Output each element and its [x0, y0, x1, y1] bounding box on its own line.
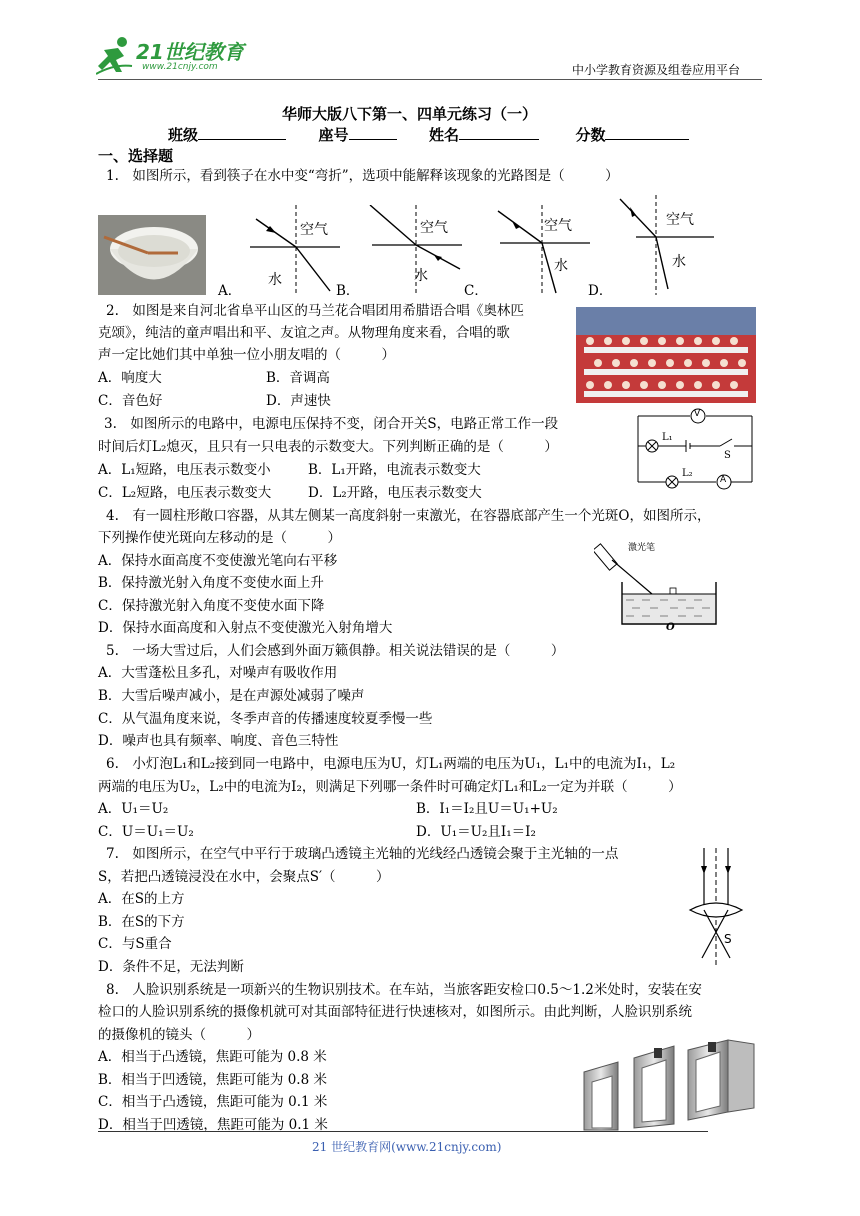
q1c-water-label: 水 — [554, 258, 568, 274]
q7-option-d: D．条件不足，无法判断 — [98, 959, 244, 975]
security-gate-icon — [578, 1032, 758, 1132]
q8-line-2: 检口的人脸识别系统的摄像机就可对其面部特征进行快速核对，如图所示。由此判断，人脸识别系统 — [98, 1004, 692, 1020]
q4-line-2: 下列操作使光斑向左移动的是（ ） — [98, 530, 341, 546]
q3-option-c: C．L₂短路，电压表示数变大 — [98, 485, 272, 501]
q1-option-a-diagram[interactable] — [216, 205, 342, 297]
q1-chopstick-photo — [98, 215, 206, 295]
q2-line-3: 声一定比她们其中单独一位小朋友唱的（ ） — [98, 347, 395, 363]
q6-option-d: D．U₁＝U₂且I₁＝I₂ — [416, 824, 536, 840]
q2-option-d: D．声速快 — [266, 393, 331, 409]
q5-stem: 5. 一场大雪过后，人们会感到外面万籁俱静。相关说法错误的是（ ） — [106, 643, 565, 659]
q5-option-b: B．大雪后噪声减小，是在声源处减弱了噪声 — [98, 688, 365, 704]
seat-field[interactable] — [349, 125, 397, 140]
name-label: 姓名 — [428, 126, 459, 144]
q3-line-1: 3. 如图所示的电路中，电源电压保持不变，闭合开关S，电路正常工作一段 — [104, 416, 559, 432]
q1-option-d-diagram[interactable] — [588, 195, 722, 299]
q4-line-1: 4. 有一圆柱形敞口容器，从其左侧某一高度斜射一束激光，在容器底部产生一个光斑O，如图所示， — [106, 508, 711, 524]
q1d-air-label: 空气 — [666, 212, 694, 228]
logo-text: 21世纪教育 — [136, 40, 244, 64]
runner-logo-icon — [96, 36, 134, 76]
q7-option-a: A．在S的上方 — [98, 891, 185, 907]
q1d-water-label: 水 — [672, 254, 686, 270]
q6-option-a: A．U₁＝U₂ — [98, 801, 169, 817]
q3-circuit-diagram — [628, 406, 758, 496]
q4-laser-diagram — [594, 538, 724, 634]
laser-pen-label: 激光笔 — [628, 543, 656, 553]
seat-label: 座号 — [318, 126, 349, 144]
ammeter-label: A — [720, 475, 727, 485]
q2-line-2: 克颂》，纯洁的童声唱出和平、友谊之声。从物理角度来看，合唱的歌 — [98, 325, 510, 341]
q6-option-c: C．U＝U₁＝U₂ — [98, 824, 194, 840]
q2-option-a: A．响度大 — [98, 370, 162, 386]
q1-stem: 1. 如图所示，看到筷子在水中变“弯折”，选项中能解释该现象的光路图是（ ） — [106, 168, 619, 184]
q3-option-b: B．L₁开路，电流表示数变大 — [308, 462, 481, 478]
q2-option-b: B．音调高 — [266, 370, 330, 386]
score-label: 分数 — [575, 126, 606, 144]
q5-option-d: D．噪声也具有频率、响度、音色三特性 — [98, 733, 339, 749]
q8-line-1: 8. 人脸识别系统是一项新兴的生物识别技术。在车站，当旅客距安检口0.5～1.2米处时，安装在安 — [106, 982, 702, 998]
q4-option-c: C．保持激光射入角度不变使水面下降 — [98, 598, 325, 614]
q7-option-b: B．在S的下方 — [98, 914, 185, 930]
q6-option-b: B．I₁＝I₂且U＝U₁+U₂ — [416, 801, 558, 817]
q1b-water-label: 水 — [414, 268, 428, 284]
header-logo — [96, 34, 256, 78]
q1-option-c-label: C． — [464, 283, 488, 299]
q8-option-c: C．相当于凸透镜，焦距可能为 0.1 米 — [98, 1094, 328, 1110]
q1a-air-label: 空气 — [300, 222, 328, 238]
logo-url: www.21cnjy.com — [142, 62, 218, 72]
q7-option-c: C．与S重合 — [98, 936, 172, 952]
q1a-water-label: 水 — [268, 272, 282, 288]
q3-line-2: 时间后灯L₂熄灭，且只有一只电表的示数变大。下列判断正确的是（ ） — [98, 439, 558, 455]
q3-option-d: D．L₂开路，电压表示数变大 — [308, 485, 482, 501]
l1-label: L₁ — [662, 432, 673, 443]
q7-lens-diagram — [686, 848, 746, 968]
q1c-air-label: 空气 — [544, 218, 572, 234]
name-field[interactable] — [459, 125, 539, 140]
q6-line-1: 6. 小灯泡L₁和L₂接到同一电路中，电源电压为U，灯L₁两端的电压为U₁，L₁中的电流为I₁，L₂ — [106, 756, 676, 772]
q2-line-1: 2. 如图是来自河北省阜平山区的马兰花合唱团用希腊语合唱《奥林匹 — [106, 303, 524, 319]
q7-line-1: 7. 如图所示，在空气中平行于玻璃凸透镜主光轴的光线经凸透镜会聚于主光轴的一点 — [106, 846, 619, 862]
q1-option-c-diagram[interactable] — [464, 205, 596, 299]
q8-option-b: B．相当于凹透镜，焦距可能为 0.8 米 — [98, 1072, 327, 1088]
l2-label: L₂ — [682, 468, 693, 479]
choir-icon — [576, 307, 756, 403]
voltmeter-label: V — [694, 409, 701, 419]
q4-option-d: D．保持水面高度和入射点不变使激光入射角增大 — [98, 620, 393, 636]
spot-o-label: O — [666, 622, 675, 633]
q2-option-c: C．音色好 — [98, 393, 163, 409]
q8-option-d: D．相当于凹透镜，焦距可能为 0.1 米 — [98, 1117, 328, 1133]
header-rule — [98, 79, 762, 80]
q2-choir-photo — [576, 307, 756, 403]
q8-line-3: 的摄像机的镜头（ ） — [98, 1027, 260, 1043]
switch-label: S — [724, 450, 731, 461]
section-heading: 一、选择题 — [98, 147, 174, 165]
q8-gate-photo — [578, 1032, 758, 1132]
q3-option-a: A．L₁短路，电压表示数变小 — [98, 462, 271, 478]
header-right-text: 中小学教育资源及组卷应用平台 — [572, 63, 741, 77]
q5-option-c: C．从气温角度来说，冬季声音的传播速度较夏季慢一些 — [98, 711, 433, 727]
page-title: 华师大版八下第一、四单元练习（一） — [282, 105, 538, 123]
class-label: 班级 — [168, 126, 199, 144]
student-info-row — [168, 124, 689, 145]
q4-option-b: B．保持激光射入角度不变使水面上升 — [98, 575, 324, 591]
footer-text: 21 世纪教育网(www.21cnjy.com) — [312, 1140, 502, 1154]
score-field[interactable] — [605, 125, 689, 140]
q1-option-b-diagram[interactable] — [336, 205, 468, 299]
q6-line-2: 两端的电压为U₂，L₂中的电流为I₂，则满足下列哪一条件时可确定灯L₁和L₂一定为并联（ ） — [98, 779, 682, 795]
q1-option-d-label: D． — [588, 283, 613, 299]
q1-option-a-label: A． — [218, 283, 242, 299]
bowl-chopstick-icon — [98, 215, 206, 295]
q1-option-b-label: B． — [336, 283, 360, 299]
focus-s-label: S — [724, 932, 732, 946]
q5-option-a: A．大雪蓬松且多孔，对噪声有吸收作用 — [98, 665, 338, 681]
q4-option-a: A．保持水面高度不变使激光笔向右平移 — [98, 553, 338, 569]
q8-option-a: A．相当于凸透镜，焦距可能为 0.8 米 — [98, 1049, 327, 1065]
footer-rule — [98, 1131, 708, 1132]
q1b-air-label: 空气 — [420, 220, 448, 236]
q7-line-2: S，若把凸透镜浸没在水中，会聚点S′（ ） — [98, 869, 390, 885]
class-field[interactable] — [198, 125, 286, 140]
